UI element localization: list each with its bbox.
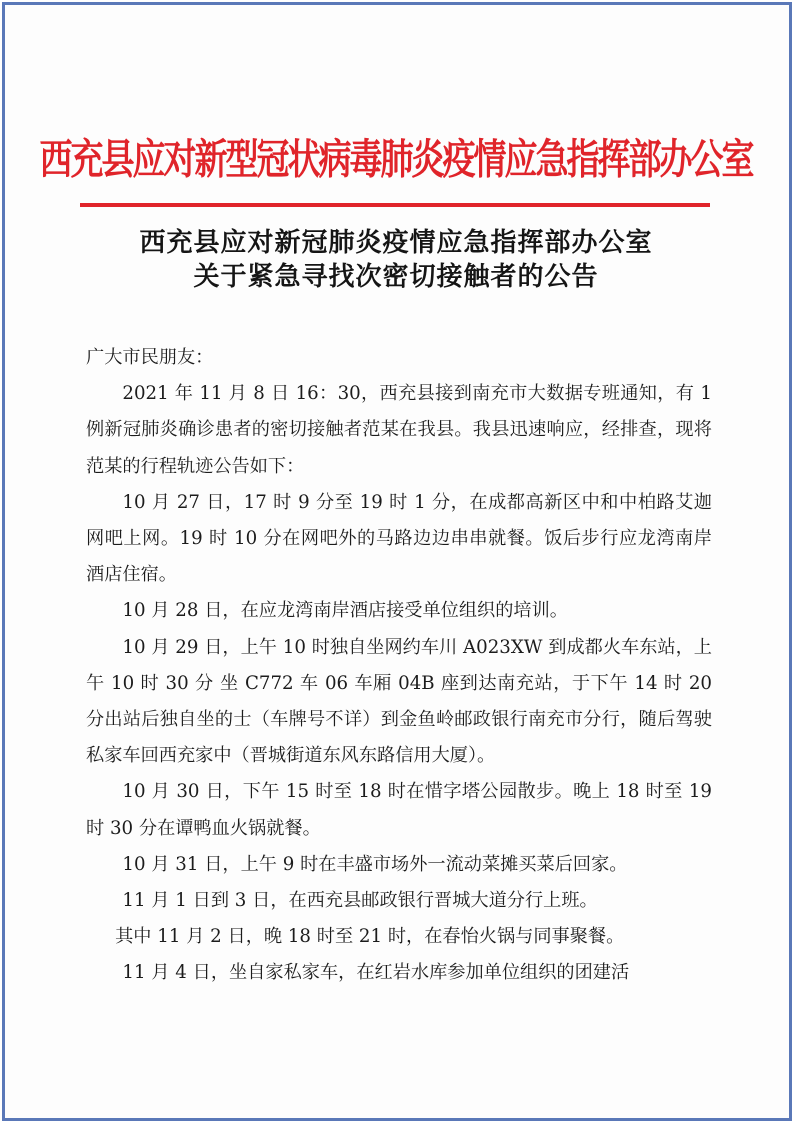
paragraph: 11 月 4 日，坐自家私家车，在红岩水库参加单位组织的团建活 bbox=[122, 962, 630, 984]
notice-title-line-2: 关于紧急寻找次密切接触者的公告 bbox=[193, 262, 599, 292]
paragraph: 10 月 27 日，17 时 9 分至 19 时 1 分，在成都高新区中和中柏路艾迦网吧上网。19 时 10 分在网吧外的马路边边串串就餐。饭后步行应龙湾南岸酒店住宿。 bbox=[86, 491, 712, 586]
greeting: 广大市民朋友： bbox=[86, 347, 214, 368]
paragraph: 其中 11 月 2 日，晚 18 时至 21 时，在春怡火锅与同事聚餐。 bbox=[115, 926, 625, 948]
paragraph: 10 月 28 日，在应龙湾南岸酒店接受单位组织的培训。 bbox=[122, 600, 568, 622]
paragraph: 10 月 31 日，上午 9 时在丰盛市场外一流动菜摊买菜后回家。 bbox=[122, 853, 628, 875]
paragraph: 11 月 1 日到 3 日，在西充县邮政银行晋城大道分行上班。 bbox=[122, 890, 598, 912]
notice-body bbox=[86, 340, 712, 992]
paragraph: 10 月 30 日，下午 15 时至 18 时在惜字塔公园散步。晚上 18 时至 19 时 30 分在谭鸭血火锅就餐。 bbox=[86, 781, 712, 839]
paragraph: 2021 年 11 月 8 日 16：30，西充县接到南充市大数据专班通知，有 1 例新冠肺炎确诊患者的密切接触者范某在我县。我县迅速响应，经排查，现将范某的行程轨迹公告如下： bbox=[86, 383, 712, 477]
letterhead: 西充县应对新型冠状病毒肺炎疫情应急指挥部办公室 bbox=[39, 134, 753, 184]
red-divider bbox=[80, 203, 710, 207]
notice-title-line-1: 西充县应对新冠肺炎疫情应急指挥部办公室 bbox=[139, 228, 653, 258]
paragraph: 10 月 29 日，上午 10 时独自坐网约车川 A023XW 到成都火车东站，上午 10 时 30 分 坐 C772 车 06 车厢 04B 座到达南充站，于下午 14 时 20 分出站后独自坐的士（车牌号不详）到金鱼岭邮政银行南充市分行，随后驾驶私家车回西充家中（晋城街道东风东路信用大厦）。 bbox=[86, 636, 712, 767]
